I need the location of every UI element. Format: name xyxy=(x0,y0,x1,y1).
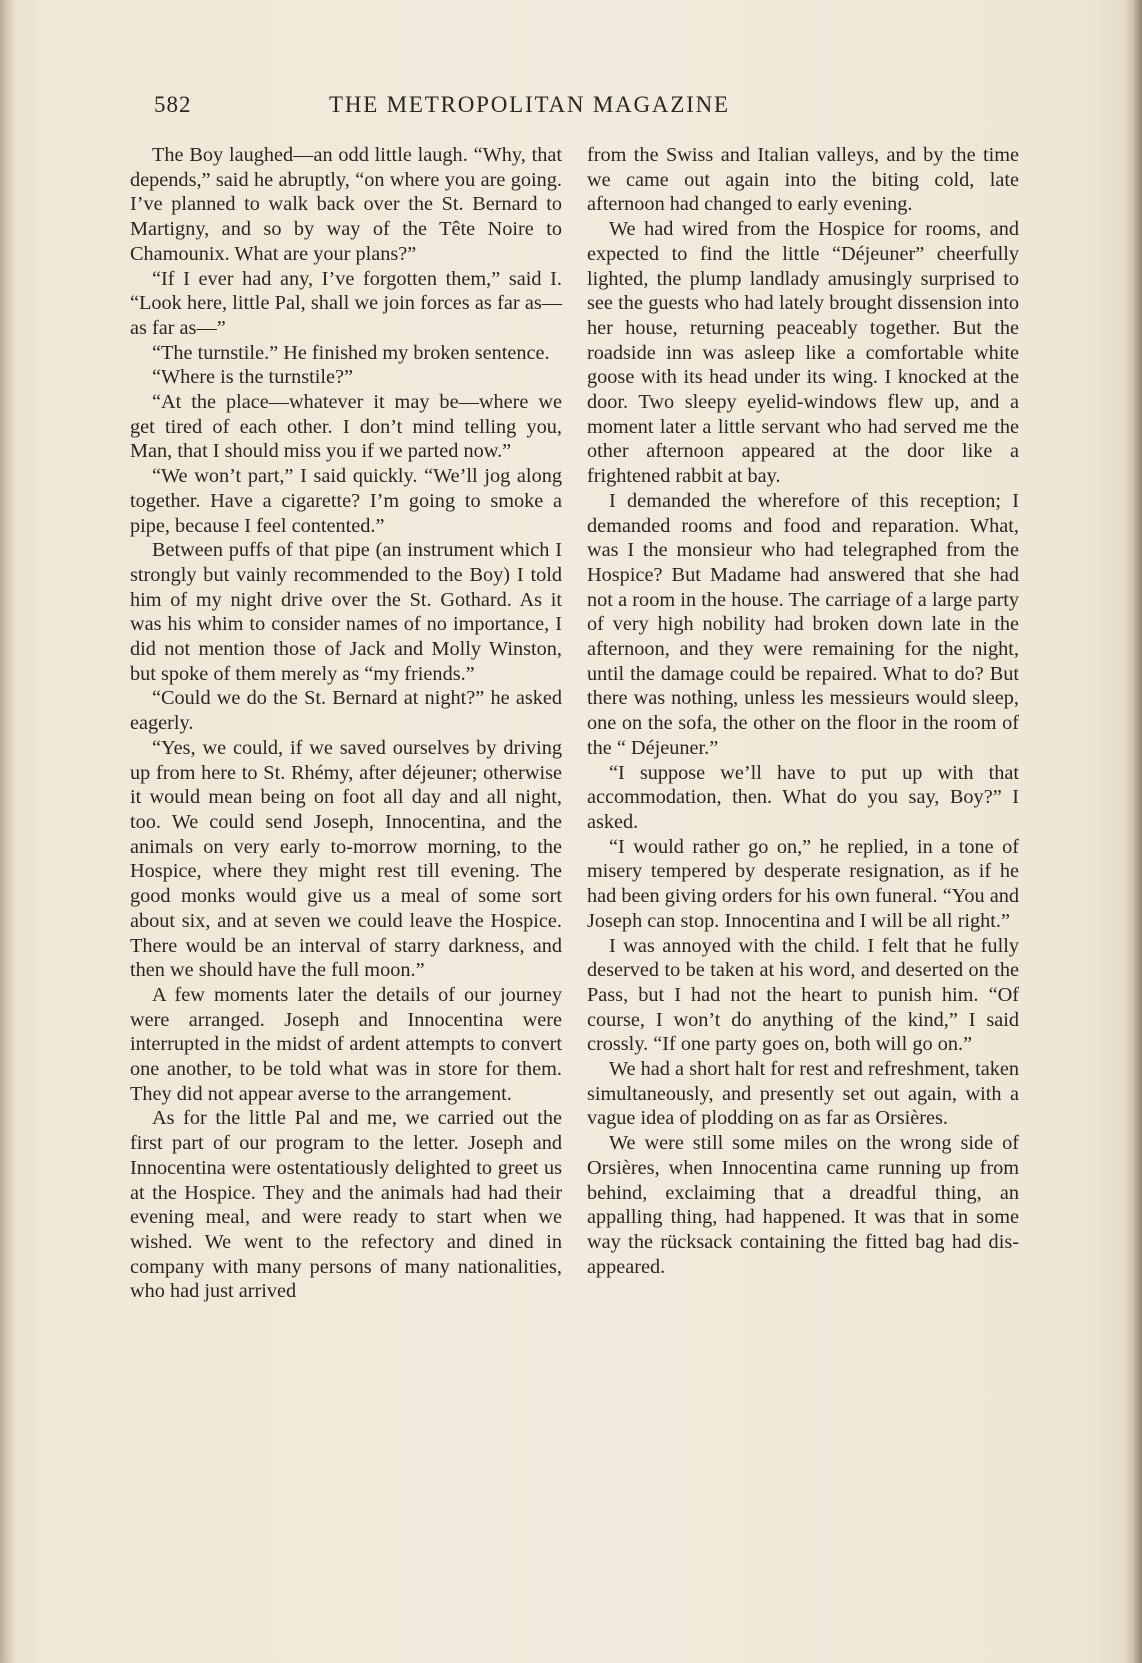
paragraph: As for the little Pal and me, we carried out the first part of our program to the letter. Joseph and Innocentina were ostentatiously delighted to greet us at the Hospice. They and the animals had had their evening meal, and were ready to start when we wished. We went to the refectory and dined in company with many persons of many nationalities, who had just arrived xyxy=(130,1107,562,1303)
page-edge-right xyxy=(1124,0,1142,1663)
paragraph: We had wired from the Hospice for rooms, and expected to find the little “Déjeuner” cheerfully lighted, the plump landlady amusingly surprised to see the guests who had lately brought dissension into her house, returning peaceably together. But the roadside inn was asleep like a comfortable white goose with its head under its wing. I knocked at the door. Two sleepy eyelid-windows flew up, and a moment later a little servant who had served me the other afternoon appeared at the door like a frightened rabbit at bay. xyxy=(587,218,1019,488)
paragraph: from the Swiss and Italian valleys, and by the time we came out again into the biting cold, late afternoon had changed to early evening. xyxy=(587,144,1019,216)
running-title: THE METROPOLITAN MAGAZINE xyxy=(329,92,730,117)
paragraph: “The turnstile.” He finished my broken sentence. xyxy=(152,341,550,364)
page-number: 582 xyxy=(154,92,192,117)
paragraph: We were still some miles on the wrong side of Orsières, when Innocentina came running up from behind, exclaiming that a dreadful thing, an appalling thing, had happened. It was that in some way the rücksack containing the fitted bag had disappeared. xyxy=(587,1132,1019,1278)
paragraph: A few moments later the details of our journey were arranged. Joseph and Innocentina were interrupted in the midst of ardent attempts to convert one another, to be told what was in store for them. They did not appear averse to the arrangement. xyxy=(130,983,562,1105)
right-column xyxy=(587,143,1019,1279)
paragraph: “Where is the turnstile?” xyxy=(152,366,354,389)
paragraph: The Boy laughed—an odd little laugh. “Why, that depends,” said he abruptly, “on where you are going. I’ve planned to walk back over the St. Bernard to Martigny, and so by way of the Tête Noire to Chamounix. What are your plans?” xyxy=(130,144,562,265)
paragraph: “I would rather go on,” he replied, in a tone of misery tempered by desperate resignation, as if he had been giving orders for his own funeral. “You and Joseph can stop. Innocentina and I will be all right.” xyxy=(587,835,1019,932)
paragraph: We had a short halt for rest and refreshment, taken simultaneously, and presently set out again, with a vague idea of plodding on as far as Orsières. xyxy=(587,1058,1019,1130)
page-header xyxy=(154,92,822,122)
paragraph: Between puffs of that pipe (an instrument which I strongly but vainly recommended to the Boy) I told him of my night drive over the St. Gothard. As it was his whim to consider names of no importance, I did not mention those of Jack and Molly Winston, but spoke of them merely as “my friends.” xyxy=(130,539,562,685)
paragraph: “We won’t part,” I said quickly. “We’ll jog along together. Have a cigarette? I’m going to smoke a pipe, because I feel contented.” xyxy=(130,465,562,537)
paragraph: “I suppose we’ll have to put up with that accommodation, then. What do you say, Boy?” I asked. xyxy=(587,761,1019,833)
paragraph: “Could we do the St. Bernard at night?” he asked eagerly. xyxy=(130,687,562,735)
paragraph: “At the place—whatever it may be—where we get tired of each other. I don’t mind telling you, Man, that I should miss you if we parted now.” xyxy=(130,391,562,463)
page-edge-left xyxy=(0,0,14,1663)
paragraph: I was annoyed with the child. I felt that he fully deserved to be taken at his word, and deserted on the Pass, but I had not the heart to punish him. “Of course, I won’t do anything of the kind,” I said crossly. “If one party goes on, both will go on.” xyxy=(587,934,1019,1056)
paragraph: I demanded the wherefore of this reception; I demanded rooms and food and reparation. What, was I the monsieur who had telegraphed from the Hospice? But Madame had answered that she had not a room in the house. The carriage of a large party of very high nobility had broken down late in the afternoon, and they were remaining for the night, until the damage could be repaired. What to do? But there was nothing, unless les messieurs would sleep, one on the sofa, the other on the floor in the room of the “ Déjeuner.” xyxy=(587,489,1019,759)
paragraph: “Yes, we could, if we saved ourselves by driving up from here to St. Rhémy, after déjeuner; otherwise it would mean being on foot all day and all night, too. We could send Joseph, Innocentina, and the animals on very early to-morrow morning, to the Hospice, where they might rest till evening. The good monks would give us a meal of some sort about six, and at seven we could leave the Hospice. There would be an interval of starry darkness, and then we should have the full moon.” xyxy=(130,736,562,982)
left-column xyxy=(130,143,562,1304)
paragraph: “If I ever had any, I’ve forgotten them,” said I. “Look here, little Pal, shall we join forces as far as—as far as—” xyxy=(130,267,562,339)
